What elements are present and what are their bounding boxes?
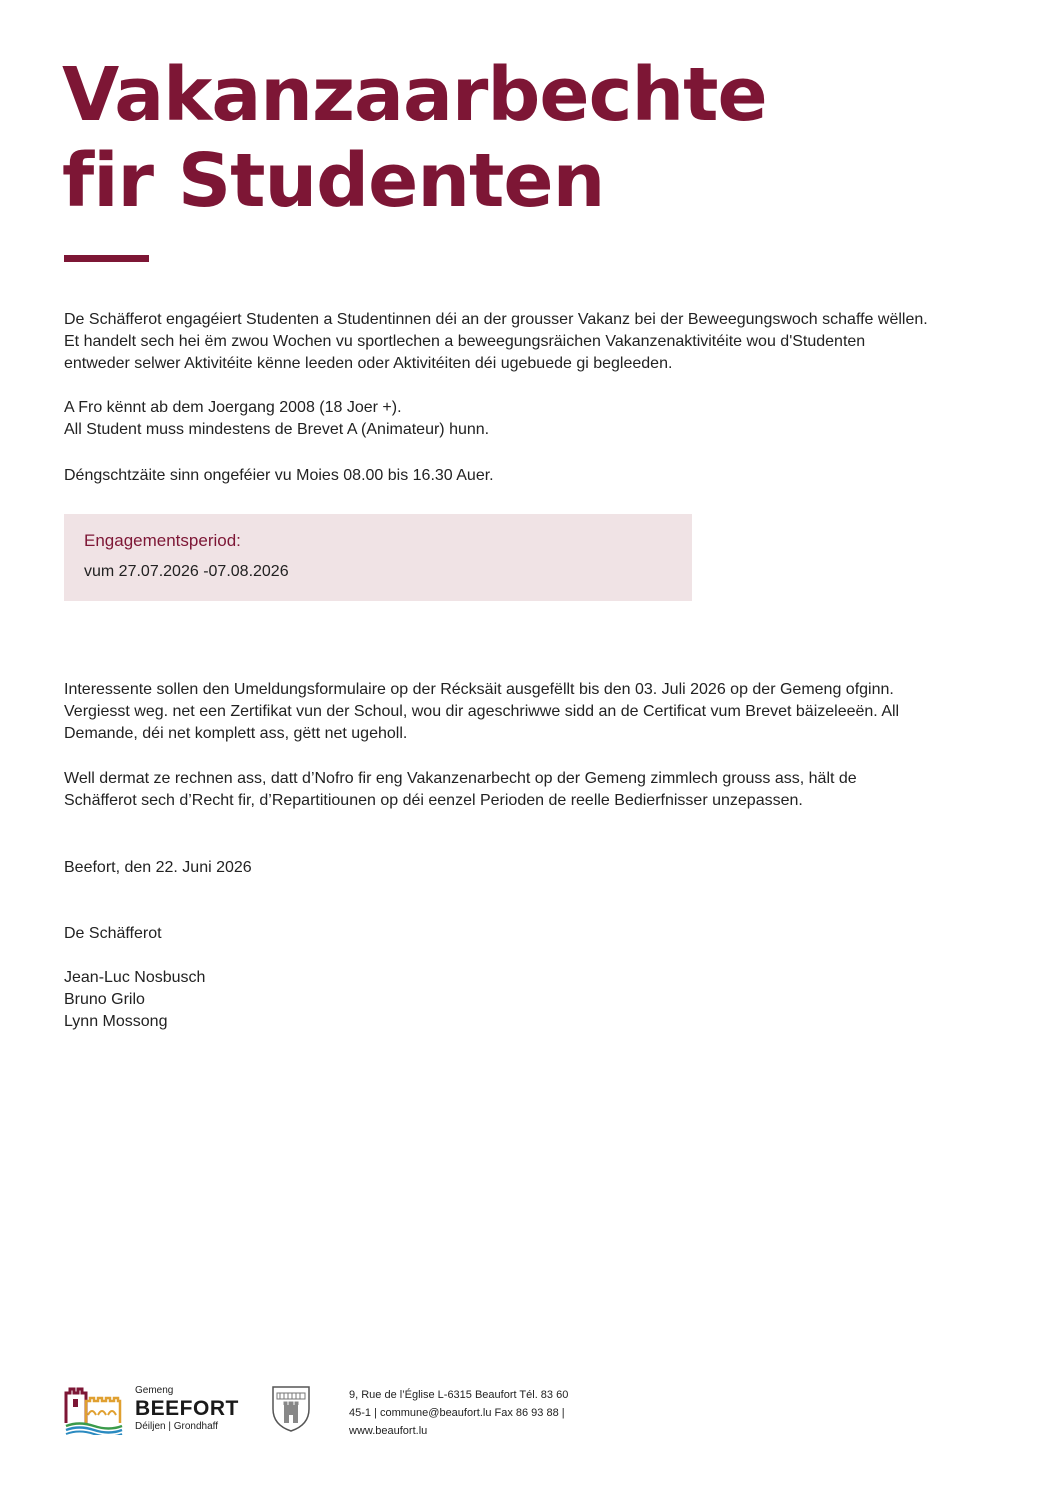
application-line: Interessente sollen den Umeldungsformulaire op der Récksäit ausgefëllt bis den 03. Juli 2026 op der Gemeng ofginn. <box>64 681 894 698</box>
signature-name: Bruno Grilo <box>64 991 145 1008</box>
engagement-period-label: Engagementsperiod: <box>84 531 241 550</box>
signature-body <box>64 923 964 945</box>
engagement-period-box <box>64 514 692 601</box>
date-line <box>64 857 964 879</box>
address-line: 9, Rue de l’Église L-6315 Beaufort Tél. 83 60 <box>349 1389 569 1401</box>
title-line-2: fir Studenten <box>62 138 605 224</box>
signature-names <box>64 967 964 1033</box>
title-underline <box>64 255 149 262</box>
intro-line: Et handelt sech hei ëm zwou Wochen vu sportlechen a beweegungsräichen Vakanzenaktivitéite wou d'Studenten <box>64 333 866 350</box>
requirements-paragraph <box>64 397 964 441</box>
notice-line: Well dermat ze rechnen ass, datt d’Nofro fir eng Vakanzenarbecht op der Gemeng zimmlech grouss ass, hält de <box>64 770 857 787</box>
requirement-line: All Student muss mindestens de Brevet A (Animateur) hunn. <box>64 421 490 438</box>
application-line: Vergiesst weg. net een Zertifikat vun der Schoul, wou dir ageschriwwe sidd an de Certificat vum Brevet bäizeleeën. All <box>64 703 900 720</box>
brand-subtitle: Déiljen | Grondhaff <box>135 1421 219 1432</box>
page-title <box>62 52 767 224</box>
signature-name: Jean-Luc Nosbusch <box>64 969 206 986</box>
title-line-1: Vakanzaarbechte <box>62 52 767 138</box>
date-text: Beefort, den 22. Juni 2026 <box>64 859 252 876</box>
address-line: 45-1 | commune@beaufort.lu Fax 86 93 88 | <box>349 1407 565 1419</box>
application-line: Demande, déi net komplett ass, gëtt net ugeholl. <box>64 725 408 742</box>
coat-of-arms-icon <box>271 1385 311 1433</box>
application-paragraph <box>64 679 964 745</box>
brand-name: BEEFORT <box>135 1397 239 1420</box>
requirement-line: A Fro kënnt ab dem Joergang 2008 (18 Joer +). <box>64 399 402 416</box>
intro-line: De Schäfferot engagéiert Studenten a Studentinnen déi an der grousser Vakanz bei der Beweegungswoch schaffe wëllen. <box>64 311 928 328</box>
hours-line: Déngschtzäite sinn ongeféier vu Moies 08.00 bis 16.30 Auer. <box>64 467 494 484</box>
signature-body-text: De Schäfferot <box>64 925 162 942</box>
notice-line: Schäfferot sech d’Recht fir, d’Repartitiounen op déi eenzel Perioden de reelle Bedierfnisser unzepassen. <box>64 792 803 809</box>
castle-logo-icon <box>64 1385 124 1435</box>
hours-paragraph <box>64 465 964 487</box>
engagement-period-value: vum 27.07.2026 -07.08.2026 <box>84 563 289 580</box>
footer-address <box>349 1386 589 1440</box>
intro-line: entweder selwer Aktivitéite kënne leeden oder Aktivitéiten déi ugebuede gi begleeden. <box>64 355 673 372</box>
signature-name: Lynn Mossong <box>64 1013 168 1030</box>
address-line: www.beaufort.lu <box>349 1425 428 1437</box>
municipality-brand <box>135 1385 239 1433</box>
intro-paragraph <box>64 309 964 375</box>
notice-paragraph <box>64 768 964 812</box>
brand-small-label: Gemeng <box>135 1385 174 1396</box>
